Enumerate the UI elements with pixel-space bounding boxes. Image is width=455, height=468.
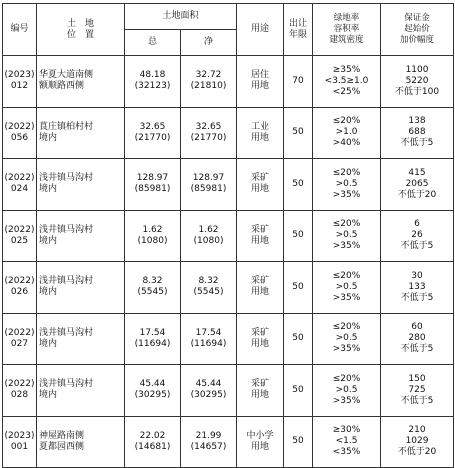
- cell-deposit-line: 30: [411, 270, 423, 281]
- cell-use: [237, 365, 284, 417]
- cell-term-line: 70: [292, 75, 304, 86]
- cell-net: [181, 107, 237, 159]
- cell-net-line: 45.44: [195, 379, 222, 390]
- cell-net-line: 8.32: [198, 276, 219, 287]
- cell-use-line: 用地: [251, 184, 270, 195]
- cell-location: [37, 159, 125, 211]
- cell-location: [37, 365, 125, 417]
- cell-no-line: 027: [10, 338, 29, 349]
- cell-total-line: (1080): [137, 235, 168, 246]
- cell-ratios-line: >35%: [332, 189, 361, 200]
- cell-deposit-line: 不低于20: [397, 189, 437, 200]
- cell-ratios-line: >0.5: [335, 230, 358, 241]
- cell-location-line: 浅井镇马沟村: [39, 224, 94, 235]
- cell-term: [284, 262, 313, 314]
- cell-use-line: 采矿: [251, 224, 270, 235]
- cell-ratios: [313, 159, 381, 211]
- cell-location-line: 浅井镇马沟村: [39, 276, 94, 287]
- cell-deposit-line: 5220: [405, 75, 429, 86]
- cell-use-line: 用地: [251, 132, 270, 143]
- cell-net-line: (5545): [193, 287, 224, 298]
- cell-location-line: 神屋路南侧: [39, 430, 85, 441]
- cell-no-line: 001: [10, 441, 29, 452]
- cell-term: [284, 56, 313, 108]
- cell-total-line: (14681): [134, 441, 171, 452]
- cell-no: [3, 210, 37, 262]
- cell-term: [284, 365, 313, 417]
- cell-net-line: (11694): [190, 338, 227, 349]
- cell-location-line: 境内: [39, 235, 58, 246]
- cell-net-line: 128.97: [192, 173, 225, 184]
- cell-ratios: [313, 107, 381, 159]
- cell-ratios-line: ≤20%: [332, 373, 361, 384]
- cell-no: [3, 107, 37, 159]
- cell-ratios: [313, 210, 381, 262]
- cell-no: [3, 262, 37, 314]
- cell-no-line: 025: [10, 235, 29, 246]
- cell-deposit-line: 不低于20: [397, 447, 437, 458]
- cell-location-line: 境内: [39, 132, 58, 143]
- cell-deposit-line: 不低于5: [400, 138, 434, 149]
- cell-total-line: 128.97: [136, 173, 169, 184]
- cell-deposit: [381, 262, 454, 314]
- cell-location-line: 夏都园西侧: [39, 441, 85, 452]
- cell-location-line: 华夏大道南侧: [39, 70, 94, 81]
- cell-location-line: 境内: [39, 184, 58, 195]
- cell-ratios: [313, 262, 381, 314]
- cell-location: [37, 107, 125, 159]
- table-row: [3, 262, 454, 314]
- header-location-line: 土 地: [66, 18, 94, 29]
- cell-location: [37, 56, 125, 108]
- cell-ratios-line: <3.5≥1.0: [324, 75, 369, 86]
- cell-net-line: 21.99: [195, 430, 222, 441]
- cell-ratios-line: ≤20%: [332, 270, 361, 281]
- cell-net-line: (1080): [193, 235, 224, 246]
- cell-term: [284, 416, 313, 468]
- cell-use-line: 用地: [251, 390, 270, 401]
- cell-term: [284, 107, 313, 159]
- cell-use-line: 工业: [251, 121, 270, 132]
- table-row: [3, 313, 454, 365]
- cell-ratios-line: >0.5: [335, 281, 358, 292]
- cell-term-line: 50: [292, 281, 304, 292]
- cell-ratios: [313, 313, 381, 365]
- table-row: [3, 159, 454, 211]
- cell-term-line: 50: [292, 178, 304, 189]
- cell-net-line: 1.62: [198, 224, 219, 235]
- header-deposit-line: 起始价: [404, 24, 430, 34]
- cell-term-line: 50: [292, 230, 304, 241]
- cell-deposit-line: 415: [408, 167, 426, 178]
- cell-ratios-line: ≤20%: [332, 219, 361, 230]
- cell-term: [284, 210, 313, 262]
- cell-term: [284, 159, 313, 211]
- cell-ratios-line: <35%: [332, 447, 361, 458]
- cell-total-line: 8.32: [142, 276, 163, 287]
- cell-deposit-line: 1029: [405, 436, 429, 447]
- cell-net-line: 17.54: [195, 327, 222, 338]
- cell-ratios-line: >1.0: [335, 127, 358, 138]
- cell-deposit: [381, 107, 454, 159]
- cell-total: [125, 313, 181, 365]
- cell-deposit-line: 2065: [405, 178, 429, 189]
- header-area-total: 总: [125, 30, 181, 56]
- cell-net-line: (21810): [190, 81, 227, 92]
- cell-no-line: 026: [10, 287, 29, 298]
- cell-location-line: 境内: [39, 390, 58, 401]
- cell-ratios-line: ≥35%: [332, 64, 361, 75]
- cell-use: [237, 56, 284, 108]
- cell-net-line: (21770): [190, 132, 227, 143]
- table-row: [3, 365, 454, 417]
- cell-ratios-line: ≤20%: [332, 167, 361, 178]
- cell-use: [237, 210, 284, 262]
- cell-ratios-line: >35%: [332, 241, 361, 252]
- cell-deposit-line: 138: [408, 116, 426, 127]
- cell-ratios-line: ≤20%: [332, 322, 361, 333]
- cell-total-line: (21770): [134, 132, 171, 143]
- cell-deposit-line: 150: [408, 373, 426, 384]
- cell-ratios-line: ≥30%: [332, 425, 361, 436]
- cell-use-line: 居住: [251, 70, 270, 81]
- header-ratios-line: 容积率: [333, 24, 360, 34]
- cell-no-line: (2023): [4, 430, 35, 441]
- cell-location: [37, 210, 125, 262]
- cell-use-line: 采矿: [251, 276, 270, 287]
- cell-use-line: 用地: [251, 81, 270, 92]
- header-term: [284, 4, 313, 56]
- cell-deposit-line: 6: [414, 219, 420, 230]
- cell-net-line: (85981): [190, 184, 227, 195]
- header-term-line: 出让: [289, 18, 308, 29]
- cell-no-line: 024: [10, 184, 29, 195]
- cell-total-line: 32.65: [139, 121, 166, 132]
- cell-net: [181, 313, 237, 365]
- cell-deposit-line: 不低于5: [400, 344, 434, 355]
- cell-deposit-line: 不低于100: [394, 86, 440, 97]
- cell-use-line: 中小学: [246, 430, 274, 441]
- cell-deposit-line: 26: [411, 230, 423, 241]
- cell-deposit: [381, 56, 454, 108]
- header-deposit: [381, 4, 454, 56]
- cell-use-line: 用地: [251, 338, 270, 349]
- table-row: [3, 416, 454, 468]
- cell-ratios-line: <1.5: [335, 436, 358, 447]
- cell-ratios-line: ≤20%: [332, 116, 361, 127]
- cell-total-line: (5545): [137, 287, 168, 298]
- cell-no: [3, 56, 37, 108]
- cell-ratios: [313, 365, 381, 417]
- header-deposit-line: 加价幅度: [400, 35, 435, 45]
- cell-deposit-line: 133: [408, 281, 426, 292]
- header-area-net: 净: [181, 30, 237, 56]
- cell-ratios: [313, 56, 381, 108]
- cell-total-line: 22.02: [139, 430, 166, 441]
- cell-use: [237, 262, 284, 314]
- cell-ratios-line: <25%: [332, 86, 361, 97]
- cell-location-line: 浅井镇马沟村: [39, 173, 94, 184]
- cell-ratios-line: >0.5: [335, 384, 358, 395]
- cell-use: [237, 313, 284, 365]
- cell-no: [3, 313, 37, 365]
- header-location-line: 位 置: [66, 29, 94, 40]
- cell-no: [3, 416, 37, 468]
- cell-no: [3, 159, 37, 211]
- cell-no-line: (2022): [4, 173, 35, 184]
- cell-use: [237, 416, 284, 468]
- cell-term-line: 50: [292, 436, 304, 447]
- cell-use-line: 采矿: [251, 173, 270, 184]
- cell-ratios-line: >0.5: [335, 333, 358, 344]
- cell-no-line: (2023): [4, 70, 35, 81]
- cell-no-line: 028: [10, 390, 29, 401]
- cell-location: [37, 313, 125, 365]
- cell-location: [37, 262, 125, 314]
- cell-total-line: (30295): [134, 390, 171, 401]
- cell-net-line: 32.65: [195, 121, 222, 132]
- cell-no-line: 012: [10, 81, 29, 92]
- cell-deposit-line: 不低于5: [400, 241, 434, 252]
- cell-term-line: 50: [292, 384, 304, 395]
- cell-total: [125, 262, 181, 314]
- cell-use: [237, 107, 284, 159]
- cell-deposit-line: 688: [408, 127, 426, 138]
- cell-ratios-line: >40%: [332, 138, 361, 149]
- table-row: [3, 210, 454, 262]
- cell-net-line: 32.72: [195, 70, 222, 81]
- cell-total-line: 17.54: [139, 327, 166, 338]
- table-row: [3, 56, 454, 108]
- cell-net: [181, 416, 237, 468]
- cell-ratios-line: >35%: [332, 344, 361, 355]
- cell-deposit-line: 210: [408, 425, 426, 436]
- cell-no-line: (2022): [4, 224, 35, 235]
- cell-net-line: (30295): [190, 390, 227, 401]
- cell-no: [3, 365, 37, 417]
- header-location: [37, 4, 125, 56]
- cell-deposit: [381, 210, 454, 262]
- cell-use-line: 用地: [251, 287, 270, 298]
- cell-deposit-line: 1100: [405, 64, 429, 75]
- cell-total: [125, 365, 181, 417]
- cell-use-line: 用地: [251, 441, 270, 452]
- cell-total: [125, 56, 181, 108]
- cell-location: [37, 416, 125, 468]
- cell-net: [181, 365, 237, 417]
- header-no: 编号: [3, 4, 37, 56]
- header-deposit-line: 保证金: [404, 13, 430, 23]
- cell-total-line: 48.18: [139, 70, 166, 81]
- cell-deposit-line: 725: [408, 384, 426, 395]
- cell-total-line: (32123): [134, 81, 171, 92]
- cell-deposit-line: 不低于5: [400, 292, 434, 303]
- header-use: 用途: [237, 4, 284, 56]
- cell-total-line: (11694): [134, 338, 171, 349]
- header-ratios-line: 绿地率: [333, 13, 360, 23]
- cell-deposit-line: 不低于5: [400, 395, 434, 406]
- cell-no-line: (2022): [4, 327, 35, 338]
- cell-deposit: [381, 365, 454, 417]
- cell-no-line: (2022): [4, 276, 35, 287]
- cell-location-line: 茛庄镇柏村村: [39, 121, 94, 132]
- cell-total-line: (85981): [134, 184, 171, 195]
- land-table: [2, 3, 454, 468]
- cell-total: [125, 159, 181, 211]
- header-term-line: 年限: [289, 29, 308, 40]
- cell-total-line: 45.44: [139, 379, 166, 390]
- cell-total-line: 1.62: [142, 224, 163, 235]
- header-ratios-line: 建筑密度: [329, 35, 364, 45]
- cell-no-line: 056: [10, 132, 29, 143]
- cell-term-line: 50: [292, 127, 304, 138]
- cell-use: [237, 159, 284, 211]
- cell-total: [125, 210, 181, 262]
- cell-use-line: 用地: [251, 235, 270, 246]
- header-ratios: [313, 4, 381, 56]
- cell-location-line: 浅井镇马沟村: [39, 379, 94, 390]
- cell-location-line: 浅井镇马沟村: [39, 327, 94, 338]
- cell-ratios-line: >0.5: [335, 178, 358, 189]
- cell-ratios: [313, 416, 381, 468]
- cell-deposit: [381, 416, 454, 468]
- cell-deposit: [381, 313, 454, 365]
- cell-deposit: [381, 159, 454, 211]
- cell-net: [181, 56, 237, 108]
- cell-net-line: (14657): [190, 441, 227, 452]
- cell-use-line: 采矿: [251, 327, 270, 338]
- cell-location-line: 额顺路西侧: [39, 81, 85, 92]
- cell-ratios-line: >35%: [332, 395, 361, 406]
- table-row: [3, 107, 454, 159]
- cell-net: [181, 262, 237, 314]
- header-area: 土地面积: [125, 4, 237, 30]
- cell-ratios-line: >35%: [332, 292, 361, 303]
- cell-use-line: 采矿: [251, 379, 270, 390]
- cell-no-line: (2022): [4, 379, 35, 390]
- cell-deposit-line: 280: [408, 333, 426, 344]
- cell-total: [125, 416, 181, 468]
- cell-no-line: (2022): [4, 121, 35, 132]
- cell-location-line: 境内: [39, 338, 58, 349]
- cell-net: [181, 159, 237, 211]
- cell-deposit-line: 60: [411, 322, 423, 333]
- cell-term: [284, 313, 313, 365]
- cell-term-line: 50: [292, 333, 304, 344]
- cell-net: [181, 210, 237, 262]
- cell-location-line: 境内: [39, 287, 58, 298]
- cell-total: [125, 107, 181, 159]
